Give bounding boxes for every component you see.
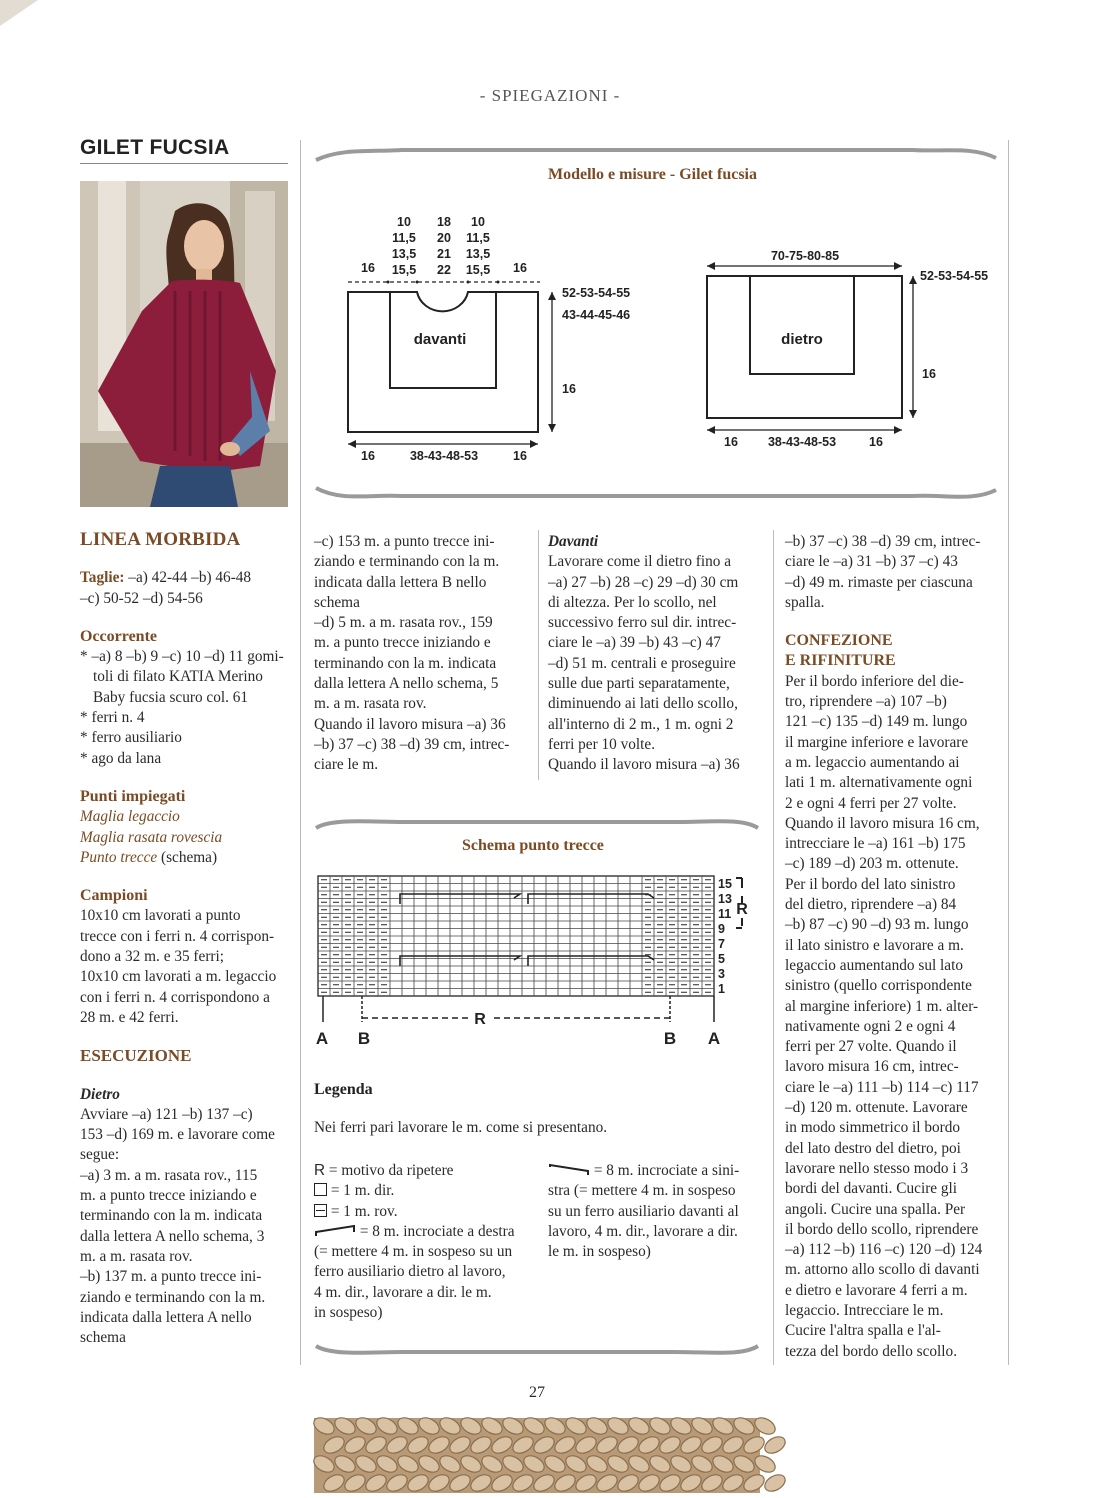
- finish-line: e dietro e lavorare 4 ferri a m.: [785, 1281, 968, 1299]
- finish-line: il bordo dello scollo, riprendere: [785, 1220, 979, 1238]
- back-line: indicata dalla lettera A nello: [80, 1308, 252, 1326]
- back-line: m. a punto trecce iniziando e: [80, 1187, 257, 1205]
- finish-line: del lato destro del dietro, poi: [785, 1139, 961, 1157]
- finish-line: ciare le –a) 31 –b) 37 –c) 43: [785, 553, 958, 571]
- needs-item: toli di filato KATIA Merino: [93, 668, 263, 686]
- back-line: –a) 3 m. a m. rasata rov., 115: [80, 1166, 258, 1184]
- needs-item: * –a) 8 –b) 9 –c) 10 –d) 11 gomi-: [80, 648, 284, 666]
- neck-width-label: 13,5: [465, 247, 491, 261]
- needs-item: * ferri n. 4: [80, 709, 145, 727]
- needs-item: * ferro ausiliario: [80, 729, 182, 747]
- finish-line: lati 1 m. alternativamente ogni: [785, 774, 973, 792]
- finishing-heading: CONFEZIONE: [785, 632, 893, 650]
- back-line: segue:: [80, 1146, 120, 1164]
- stitch-name: Punto trecce: [80, 848, 158, 866]
- finish-line: –b) 87 –c) 90 –d) 93 m. lungo: [785, 916, 969, 934]
- neck-width-label: 18: [437, 215, 451, 229]
- back-cont-line: Quando il lavoro misura –a) 36: [314, 715, 506, 733]
- sizes-line: –c) 50-52 –d) 54-56: [80, 589, 203, 607]
- width-top-label: 70-75-80-85: [770, 249, 840, 263]
- finish-line: 121 –c) 135 –d) 149 m. lungo: [785, 713, 968, 731]
- legend-knit: [314, 1181, 530, 1201]
- pattern-title: GILET FUCSIA: [80, 136, 288, 164]
- needs-heading: Occorrente: [80, 627, 157, 645]
- width-bottom-label: 38-43-48-53: [767, 435, 837, 449]
- cross-right-line: in sospeso): [314, 1304, 383, 1322]
- back-cont-line: m. a punto trecce iniziando e: [314, 634, 491, 652]
- column-rule: [538, 530, 539, 780]
- cross-left-symbol-icon: [548, 1163, 590, 1175]
- front-line: ferri per 10 volte.: [548, 735, 656, 753]
- width-bottom-label: 38-43-48-53: [409, 449, 479, 463]
- finish-line: –b) 37 –c) 38 –d) 39 cm, intrec-: [785, 533, 981, 550]
- stitch-item: [80, 848, 290, 868]
- finish-line: tro, riprendere –a) 107 –b): [785, 693, 947, 711]
- back-heading: Dietro: [80, 1085, 120, 1103]
- legend-repeat: [314, 1161, 530, 1181]
- neck-width-label: 20: [437, 231, 451, 245]
- finish-line: Per il bordo del lato sinistro: [785, 875, 956, 893]
- back-line: 153 –d) 169 m. e lavorare come: [80, 1126, 275, 1144]
- neck-width-label: 15,5: [391, 263, 417, 277]
- back-line: –b) 137 m. a punto trecce ini-: [80, 1268, 262, 1286]
- finish-line: bordi del davanti. Cucire gli: [785, 1180, 958, 1198]
- finish-line: il lato sinistro e lavorare a m.: [785, 936, 964, 954]
- column-rule: [1008, 140, 1009, 1365]
- legend-cross-left: [548, 1161, 764, 1181]
- column-rule: [300, 140, 301, 1365]
- model-photo: [80, 181, 288, 507]
- column-rule: [773, 530, 774, 1365]
- sizes: [80, 568, 290, 588]
- back-line: m. a m. rasata rov.: [80, 1247, 193, 1265]
- sizes-value: –a) 42-44 –b) 46-48: [124, 569, 252, 587]
- samples-heading: Campioni: [80, 887, 148, 905]
- finish-line: ciare le –a) 111 –b) 114 –c) 117: [785, 1078, 979, 1096]
- stitch-item: Maglia rasata rovescia: [80, 828, 223, 846]
- repeat-line-label: R: [474, 1011, 486, 1028]
- page-number: 27: [529, 1384, 545, 1401]
- stitch-note: (schema): [157, 848, 218, 866]
- legend-heading: Legenda: [314, 1081, 373, 1098]
- cross-left-line: su un ferro ausiliario davanti al: [548, 1202, 739, 1220]
- knit-text: = 1 m. dir.: [327, 1182, 395, 1200]
- chart-letter: B: [663, 1029, 677, 1048]
- section-header: - SPIEGAZIONI -: [479, 86, 621, 105]
- legend-cross-right: [314, 1222, 530, 1242]
- border-label: 16: [513, 449, 527, 463]
- finish-line: in modo simmetrico il bordo: [785, 1119, 961, 1137]
- neck-width-label: 15,5: [465, 263, 491, 277]
- purl-text: = 1 m. rov.: [327, 1202, 398, 1220]
- front-line: all'interno di 2 m., 1 m. ogni 2: [548, 715, 734, 733]
- back-label: dietro: [781, 331, 823, 348]
- back-cont-line: –b) 37 –c) 38 –d) 39 cm, intrec-: [314, 735, 510, 753]
- knit-loop: [762, 1433, 788, 1456]
- back-cont-line: –c) 153 m. a punto trecce ini-: [314, 533, 495, 550]
- cross-right-line: ferro ausiliario dietro al lavoro,: [314, 1263, 506, 1281]
- border-label: 16: [724, 435, 738, 449]
- cross-left-line: le m. in sospeso): [548, 1243, 651, 1261]
- front-line: diminuendo ai lati dello scollo,: [548, 695, 738, 713]
- row-number: 7: [718, 937, 725, 951]
- samples-line: trecce con i ferri n. 4 corrispon-: [80, 927, 275, 945]
- execution-heading: ESECUZIONE: [80, 1046, 192, 1066]
- finish-line: –d) 120 m. ottenute. Lavorare: [785, 1099, 968, 1117]
- back-cont-line: ziando e terminando con la m.: [314, 553, 500, 571]
- back-cont-line: –d) 5 m. a m. rasata rov., 159: [314, 614, 493, 632]
- samples-line: 10x10 cm lavorati a punto: [80, 907, 241, 925]
- cross-right-symbol-icon: [314, 1224, 356, 1236]
- front-line: sulle due parti separatamente,: [548, 675, 730, 693]
- repeat-marker: R: [736, 901, 748, 918]
- front-line: di altezza. Per lo scollo, nel: [548, 593, 717, 611]
- finish-line: nativamente ogni 2 e ogni 4: [785, 1017, 956, 1035]
- repeat-key: R: [314, 1162, 326, 1179]
- front-line: successivo ferro sul dir. intrec-: [548, 614, 737, 632]
- finish-line: Per il bordo inferiore del die-: [785, 672, 964, 690]
- row-number: 5: [718, 952, 725, 966]
- samples-line: 10x10 cm lavorati a m. legaccio: [80, 968, 277, 986]
- neck-width-label: 11,5: [392, 231, 416, 245]
- knit-texture-image: [314, 1418, 760, 1493]
- front-heading: Davanti: [548, 533, 599, 550]
- finish-line: sinistro (quello corrispondente: [785, 977, 972, 995]
- front-line: Quando il lavoro misura –a) 36: [548, 756, 740, 774]
- finish-line: spalla.: [785, 593, 825, 611]
- side-label: 16: [361, 261, 375, 275]
- back-cont-line: m. a m. rasata rov.: [314, 695, 427, 713]
- finish-line: –a) 112 –b) 116 –c) 120 –d) 124: [785, 1241, 983, 1259]
- stitches-heading: Punti impiegati: [80, 787, 186, 805]
- finish-line: tezza del bordo dello scollo.: [785, 1342, 958, 1360]
- neck-width-label: 13,5: [391, 247, 417, 261]
- neck-width-label: 21: [437, 247, 451, 261]
- back-cont-line: ciare le m.: [314, 756, 379, 774]
- knit-loop: [762, 1471, 788, 1494]
- back-cont-line: schema: [314, 593, 360, 611]
- neck-width-label: 10: [471, 215, 485, 229]
- height-total-label: 52-53-54-55: [562, 286, 631, 300]
- height-total-label: 52-53-54-55: [920, 269, 989, 283]
- legend-note: Nei ferri pari lavorare le m. come si presentano.: [314, 1119, 608, 1137]
- border-label: 16: [361, 449, 375, 463]
- stitch-item: Maglia legaccio: [80, 808, 180, 826]
- schematic-title: Modello e misure - Gilet fucsia: [548, 166, 757, 183]
- finish-line: –d) 49 m. rimaste per ciascuna: [785, 573, 973, 591]
- cross-right-line: 4 m. dir., lavorare a dir. le m.: [314, 1283, 492, 1301]
- row-number: 3: [718, 967, 725, 981]
- needs-item: Baby fucsia scuro col. 61: [93, 688, 249, 706]
- back-line: Avviare –a) 121 –b) 137 –c): [80, 1105, 253, 1123]
- neck-width-label: 10: [397, 215, 411, 229]
- back-line: terminando con la m. indicata: [80, 1207, 263, 1225]
- finish-line: lavoro misura 16 cm, intrec-: [785, 1058, 959, 1076]
- finish-line: a m. legaccio aumentando ai: [785, 753, 960, 771]
- knit-symbol-icon: [314, 1183, 327, 1196]
- back-line: dalla lettera A nello schema, 3: [80, 1227, 265, 1245]
- finishing-heading: E RIFINITURE: [785, 652, 896, 670]
- front-label: davanti: [413, 331, 467, 348]
- finish-line: al margine inferiore) 1 m. alter-: [785, 997, 979, 1015]
- needs-item: * ago da lana: [80, 749, 162, 767]
- cross-left-line: lavoro, 4 m. dir., lavorare a dir.: [548, 1222, 738, 1240]
- finish-line: lavorare nello stesso modo i 3: [785, 1159, 969, 1177]
- sizes-label: Taglie:: [80, 569, 125, 587]
- chart-letter: A: [707, 1029, 721, 1048]
- finish-line: intrecciare le –a) 161 –b) 175: [785, 835, 966, 853]
- finish-line: Cucire l'altra spalla e l'al-: [785, 1322, 941, 1340]
- back-line: ziando e terminando con la m.: [80, 1288, 266, 1306]
- row-number: 11: [718, 907, 732, 921]
- row-number: 1: [718, 982, 725, 996]
- neck-width-label: 22: [437, 263, 451, 277]
- finish-line: ferri per 27 volte. Quando il: [785, 1038, 957, 1056]
- height-inner-label: 43-44-45-46: [562, 308, 631, 322]
- chart-letter: B: [357, 1029, 371, 1048]
- row-number: 13: [718, 892, 732, 906]
- samples-line: 28 m. e 42 ferri.: [80, 1008, 179, 1026]
- finish-line: angoli. Cucire una spalla. Per: [785, 1200, 966, 1218]
- chart-title: Schema punto trecce: [462, 837, 604, 854]
- cross-right-text: = 8 m. incrociate a destra: [356, 1222, 515, 1240]
- front-line: –d) 51 m. centrali e proseguire: [548, 654, 736, 672]
- back-cont-line: indicata dalla lettera B nello: [314, 573, 487, 591]
- row-number: 9: [718, 922, 725, 936]
- purl-symbol-icon: [314, 1204, 327, 1217]
- border-label: 16: [869, 435, 883, 449]
- row-number: 15: [718, 877, 732, 891]
- finish-line: Quando il lavoro misura 16 cm,: [785, 814, 980, 832]
- border-height-label: 16: [562, 382, 576, 396]
- neck-width-label: 11,5: [466, 231, 490, 245]
- finish-line: –c) 189 –d) 203 m. ottenute.: [785, 855, 959, 873]
- schematic-drawing: [340, 200, 989, 475]
- samples-line: dono a 32 m. e 35 ferri;: [80, 948, 225, 966]
- front-line: ciare le –a) 39 –b) 43 –c) 47: [548, 634, 721, 652]
- finish-line: legaccio. Intrecciare le m.: [785, 1301, 944, 1319]
- finish-line: 2 e ogni 4 ferri per 27 volte.: [785, 794, 957, 812]
- cross-left-line: stra (= mettere 4 m. in sospeso: [548, 1182, 736, 1200]
- cross-right-line: (= mettere 4 m. in sospeso su un: [314, 1243, 513, 1261]
- front-line: Lavorare come il dietro fino a: [548, 553, 732, 571]
- legend-purl: [314, 1202, 530, 1222]
- finish-line: legaccio aumentando sul lato: [785, 956, 963, 974]
- side-label: 16: [513, 261, 527, 275]
- border-height-label: 16: [922, 367, 936, 381]
- finish-line: il margine inferiore e lavorare: [785, 733, 969, 751]
- finish-line: m. attorno allo scollo di davanti: [785, 1261, 980, 1279]
- cross-left-text: = 8 m. incrociate a sini-: [590, 1162, 740, 1179]
- repeat-text: = motivo da ripetere: [325, 1162, 454, 1179]
- chart-letter: A: [315, 1029, 329, 1048]
- series-heading: LINEA MORBIDA: [80, 529, 241, 550]
- finish-line: del dietro, riprendere –a) 84: [785, 896, 957, 914]
- back-cont-line: dalla lettera A nello schema, 5: [314, 675, 499, 693]
- back-line: schema: [80, 1329, 126, 1347]
- corner-yarn-decoration: [0, 0, 40, 30]
- front-line: –a) 27 –b) 28 –c) 29 –d) 30 cm: [548, 573, 739, 591]
- cable-chart: [315, 872, 768, 1052]
- back-cont-line: terminando con la m. indicata: [314, 654, 497, 672]
- samples-line: con i ferri n. 4 corrispondono a: [80, 988, 270, 1006]
